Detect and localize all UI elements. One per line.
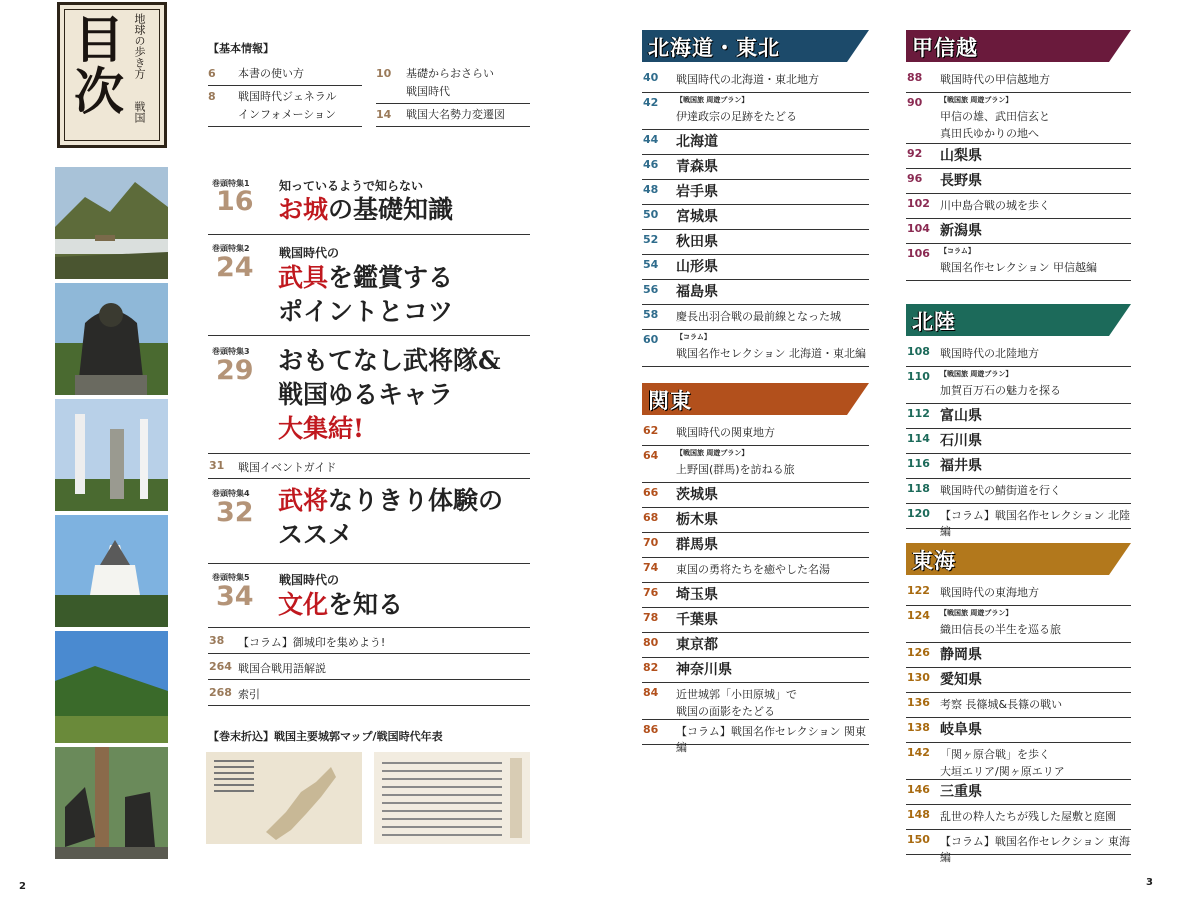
entry-tag: 【コラム】: [940, 247, 975, 255]
toc-entry[interactable]: [906, 504, 1131, 538]
toc-entry[interactable]: [906, 581, 1131, 606]
toc-entry[interactable]: [642, 558, 869, 583]
list-item[interactable]: 10 基礎からおさらい 戦国時代: [376, 65, 530, 104]
entry-title-line2: 真田氏ゆかりの地へ: [940, 127, 1039, 140]
entry-title: 戦国名作セレクション 北海道・東北編: [676, 347, 867, 360]
toc-entry[interactable]: [642, 180, 869, 205]
toc-entry[interactable]: [906, 244, 1131, 281]
page-number: 56: [643, 283, 659, 296]
prefecture-name: 愛知県: [940, 672, 982, 688]
prefecture-name: 岐阜県: [940, 722, 982, 738]
region-header-tokai: [906, 543, 1131, 575]
entry-title: 【コラム】戦国名作セレクション 東海編: [940, 835, 1130, 864]
page-number: 76: [643, 586, 659, 599]
toc-entry[interactable]: [642, 280, 869, 305]
basic-info-heading: 【基本情報】: [208, 42, 274, 55]
entry-title: 上野国(群馬)を訪ねる旅: [676, 463, 795, 476]
list-item[interactable]: 264 戦国合戦用語解説: [208, 654, 530, 680]
entry-title-line2: 大垣エリア/関ヶ原エリア: [940, 765, 1065, 778]
feature-4[interactable]: 巻頭特集4 32 武将なりきり体験の ススメ: [208, 479, 530, 564]
photo-samurai-statue: [55, 283, 168, 395]
page-number: 90: [907, 96, 923, 109]
entry-title: 織田信長の半生を巡る旅: [940, 623, 1061, 636]
entry-title: 考察 長篠城&長篠の戦い: [940, 698, 1063, 711]
prefecture-name: 埼玉県: [676, 587, 718, 603]
entry-tag: 【戦国旅 周遊プラン】: [676, 449, 749, 457]
entry-title: 乱世の粋人たちが残した屋敷と庭園: [940, 810, 1116, 823]
toc-entry[interactable]: [906, 643, 1131, 668]
feature-3[interactable]: 巻頭特集3 29 おもてなし武将隊& 戦国ゆるキャラ 大集結!: [208, 337, 530, 454]
page-number: 86: [643, 723, 659, 736]
page-number: 44: [643, 133, 659, 146]
toc-entry[interactable]: [906, 743, 1131, 780]
toc-entry[interactable]: [642, 508, 869, 533]
entry-title: 戦国時代の北陸地方: [940, 347, 1039, 360]
entry-title: 慶長出羽合戦の最前線となった城: [676, 310, 841, 323]
entry-title: 加賀百万石の魅力を探る: [940, 384, 1061, 397]
prefecture-name: 宮城県: [676, 209, 718, 225]
toc-entry[interactable]: [906, 194, 1131, 219]
page-number: 68: [643, 511, 659, 524]
page-number: 78: [643, 611, 659, 624]
toc-entry[interactable]: [906, 68, 1131, 93]
prefecture-name: 群馬県: [676, 537, 718, 553]
toc-entry[interactable]: [642, 533, 869, 558]
toc-entry[interactable]: [642, 633, 869, 658]
entry-title: 戦国時代の鯖街道を行く: [940, 484, 1061, 497]
toc-entry[interactable]: [906, 219, 1131, 244]
entry-title: 伊達政宗の足跡をたどる: [676, 110, 797, 123]
toc-entry[interactable]: [642, 658, 869, 683]
entry-title-line2: 戦国の面影をたどる: [676, 705, 775, 718]
page-number: 84: [643, 686, 659, 699]
entry-title: 川中島合戦の城を歩く: [940, 199, 1050, 212]
prefecture-name: 山形県: [676, 259, 718, 275]
toc-entry[interactable]: [906, 668, 1131, 693]
list-item[interactable]: 31 戦国イベントガイド: [208, 453, 530, 479]
prefecture-name: 福井県: [940, 458, 982, 474]
foldout-heading: 【巻末折込】戦国主要城郭マップ/戦国時代年表: [208, 730, 443, 743]
region-title: 甲信越: [912, 35, 978, 60]
page-number: 62: [643, 424, 659, 437]
list-item[interactable]: 8 戦国時代ジェネラル インフォメーション: [208, 88, 362, 127]
book-subject: 戦国: [133, 101, 146, 123]
photo-battle-banners: [55, 399, 168, 511]
page-number: 60: [643, 333, 659, 346]
toc-entry[interactable]: [906, 693, 1131, 718]
entry-title: 【コラム】戦国名作セレクション 北陸編: [940, 509, 1130, 538]
entry-title: 近世城郭「小田原城」で: [676, 688, 797, 701]
timeline-thumbnail: [374, 752, 530, 844]
prefecture-name: 静岡県: [940, 647, 982, 663]
toc-entry[interactable]: [906, 606, 1131, 643]
toc-entry[interactable]: [642, 205, 869, 230]
entry-tag: 【戦国旅 周遊プラン】: [940, 609, 1013, 617]
region-header-hokkaido-tohoku: [642, 30, 869, 62]
page-number-right: 3: [1146, 877, 1153, 888]
list-item[interactable]: 6 本書の使い方: [208, 65, 362, 86]
toc-entry[interactable]: [906, 718, 1131, 743]
entry-tag: 【戦国旅 周遊プラン】: [676, 96, 749, 104]
toc-entry[interactable]: [642, 255, 869, 280]
toc-entry[interactable]: [906, 144, 1131, 169]
toc-entry[interactable]: [642, 583, 869, 608]
toc-entry[interactable]: [642, 330, 869, 367]
photo-himeji-castle: [55, 515, 168, 627]
entry-title: 戦国時代の関東地方: [676, 426, 775, 439]
page-number: 52: [643, 233, 659, 246]
page-number-left: 2: [19, 881, 26, 892]
feature-1[interactable]: 巻頭特集1 16 知っているようで知らない お城の基礎知識: [208, 172, 530, 235]
list-item[interactable]: 268 索引: [208, 680, 530, 706]
page-number: 114: [907, 432, 930, 445]
page-number: 146: [907, 783, 930, 796]
toc-entry[interactable]: [906, 367, 1131, 404]
toc-entry[interactable]: [906, 454, 1131, 479]
toc-entry[interactable]: [642, 68, 869, 93]
region-title: 関東: [648, 388, 692, 413]
toc-entry[interactable]: [906, 780, 1131, 805]
entry-title: 【コラム】戦国名作セレクション 関東編: [676, 725, 866, 754]
prefecture-name: 青森県: [676, 159, 718, 175]
entry-tag: 【戦国旅 周遊プラン】: [940, 96, 1013, 104]
page-number: 50: [643, 208, 659, 221]
toc-entry[interactable]: [642, 155, 869, 180]
prefecture-name: 千葉県: [676, 612, 718, 628]
toc-entry[interactable]: [642, 446, 869, 483]
prefecture-name: 東京都: [676, 637, 718, 653]
page-number: 126: [907, 646, 930, 659]
page-number: 116: [907, 457, 930, 470]
page-number: 70: [643, 536, 659, 549]
prefecture-name: 三重県: [940, 784, 982, 800]
page-number: 46: [643, 158, 659, 171]
toc-entry[interactable]: [906, 93, 1131, 144]
toc-entry[interactable]: [642, 93, 869, 130]
prefecture-name: 茨城県: [676, 487, 718, 503]
toc-entry[interactable]: [906, 404, 1131, 429]
entry-title: 戦国名作セレクション 甲信越編: [940, 261, 1098, 274]
page-number: 42: [643, 96, 659, 109]
entry-title: 東国の勇将たちを癒やした名湯: [676, 563, 830, 576]
book-series-name: 地球の歩き方: [133, 13, 146, 79]
list-item[interactable]: 38 【コラム】御城印を集めよう!: [208, 628, 530, 654]
page-number: 106: [907, 247, 930, 260]
page-number: 104: [907, 222, 930, 235]
page-number: 54: [643, 258, 659, 271]
toc-entry[interactable]: [642, 720, 869, 754]
entry-title: 戦国時代の甲信越地方: [940, 73, 1050, 86]
page-number: 64: [643, 449, 659, 462]
prefecture-name: 長野県: [940, 173, 982, 189]
photo-battlefield-landscape: [55, 631, 168, 743]
prefecture-name: 新潟県: [940, 223, 982, 239]
toc-entry[interactable]: [642, 130, 869, 155]
entry-title: 戦国時代の北海道・東北地方: [676, 73, 819, 86]
entry-title: 「関ヶ原合戦」を歩く: [940, 748, 1050, 761]
page-number: 58: [643, 308, 659, 321]
toc-entry[interactable]: [642, 608, 869, 633]
toc-entry[interactable]: [642, 230, 869, 255]
toc-entry[interactable]: [906, 830, 1131, 864]
page-number: 88: [907, 71, 923, 84]
photo-castle-mountain: [55, 167, 168, 279]
feature-2[interactable]: 巻頭特集2 24 戦国時代の 武具を鑑賞する ポイントとコツ: [208, 236, 530, 336]
page-number: 110: [907, 370, 930, 383]
toc-entry[interactable]: [906, 342, 1131, 367]
page-number: 80: [643, 636, 659, 649]
region-header-koshinetsu: [906, 30, 1131, 62]
prefecture-name: 北海道: [676, 134, 718, 150]
toc-entry[interactable]: [642, 305, 869, 330]
page-number: 122: [907, 584, 930, 597]
region-title: 北陸: [912, 309, 956, 334]
prefecture-name: 神奈川県: [676, 662, 732, 678]
page-number: 130: [907, 671, 930, 684]
region-title: 北海道・東北: [648, 35, 780, 60]
region-title: 東海: [912, 548, 956, 573]
prefecture-name: 栃木県: [676, 512, 718, 528]
toc-entry[interactable]: [906, 169, 1131, 194]
page-number: 120: [907, 507, 930, 520]
toc-entry[interactable]: [642, 483, 869, 508]
toc-title: 目次: [66, 13, 125, 117]
toc-title-block: [57, 2, 167, 148]
page-number: 118: [907, 482, 930, 495]
toc-entry[interactable]: [906, 479, 1131, 504]
page-number: 108: [907, 345, 930, 358]
prefecture-name: 秋田県: [676, 234, 718, 250]
page-number: 48: [643, 183, 659, 196]
toc-entry[interactable]: [906, 429, 1131, 454]
page-number: 124: [907, 609, 930, 622]
page-number: 82: [643, 661, 659, 674]
page-number: 40: [643, 71, 659, 84]
toc-entry[interactable]: [642, 683, 869, 720]
prefecture-name: 岩手県: [676, 184, 718, 200]
toc-entry[interactable]: [906, 805, 1131, 830]
castle-map-thumbnail: [206, 752, 362, 844]
page-number: 112: [907, 407, 930, 420]
list-item[interactable]: 14 戦国大名勢力変遷図: [376, 106, 530, 127]
prefecture-name: 山梨県: [940, 148, 982, 164]
page-number: 138: [907, 721, 930, 734]
prefecture-name: 富山県: [940, 408, 982, 424]
page-number: 74: [643, 561, 659, 574]
prefecture-name: 福島県: [676, 284, 718, 300]
toc-entry[interactable]: [642, 421, 869, 446]
photo-warrior-statues: [55, 747, 168, 859]
page-number: 102: [907, 197, 930, 210]
feature-5[interactable]: 巻頭特集5 34 戦国時代の 文化を知る: [208, 565, 530, 628]
prefecture-name: 石川県: [940, 433, 982, 449]
entry-title: 甲信の雄、武田信玄と: [940, 110, 1050, 123]
page-number: 148: [907, 808, 930, 821]
page-number: 142: [907, 746, 930, 759]
page-number: 136: [907, 696, 930, 709]
page-number: 92: [907, 147, 923, 160]
page-number: 150: [907, 833, 930, 846]
entry-tag: 【戦国旅 周遊プラン】: [940, 370, 1013, 378]
region-header-hokuriku: [906, 304, 1131, 336]
page-number: 66: [643, 486, 659, 499]
entry-tag: 【コラム】: [676, 333, 711, 341]
page-number: 96: [907, 172, 923, 185]
entry-title: 戦国時代の東海地方: [940, 586, 1039, 599]
region-header-kanto: [642, 383, 869, 415]
